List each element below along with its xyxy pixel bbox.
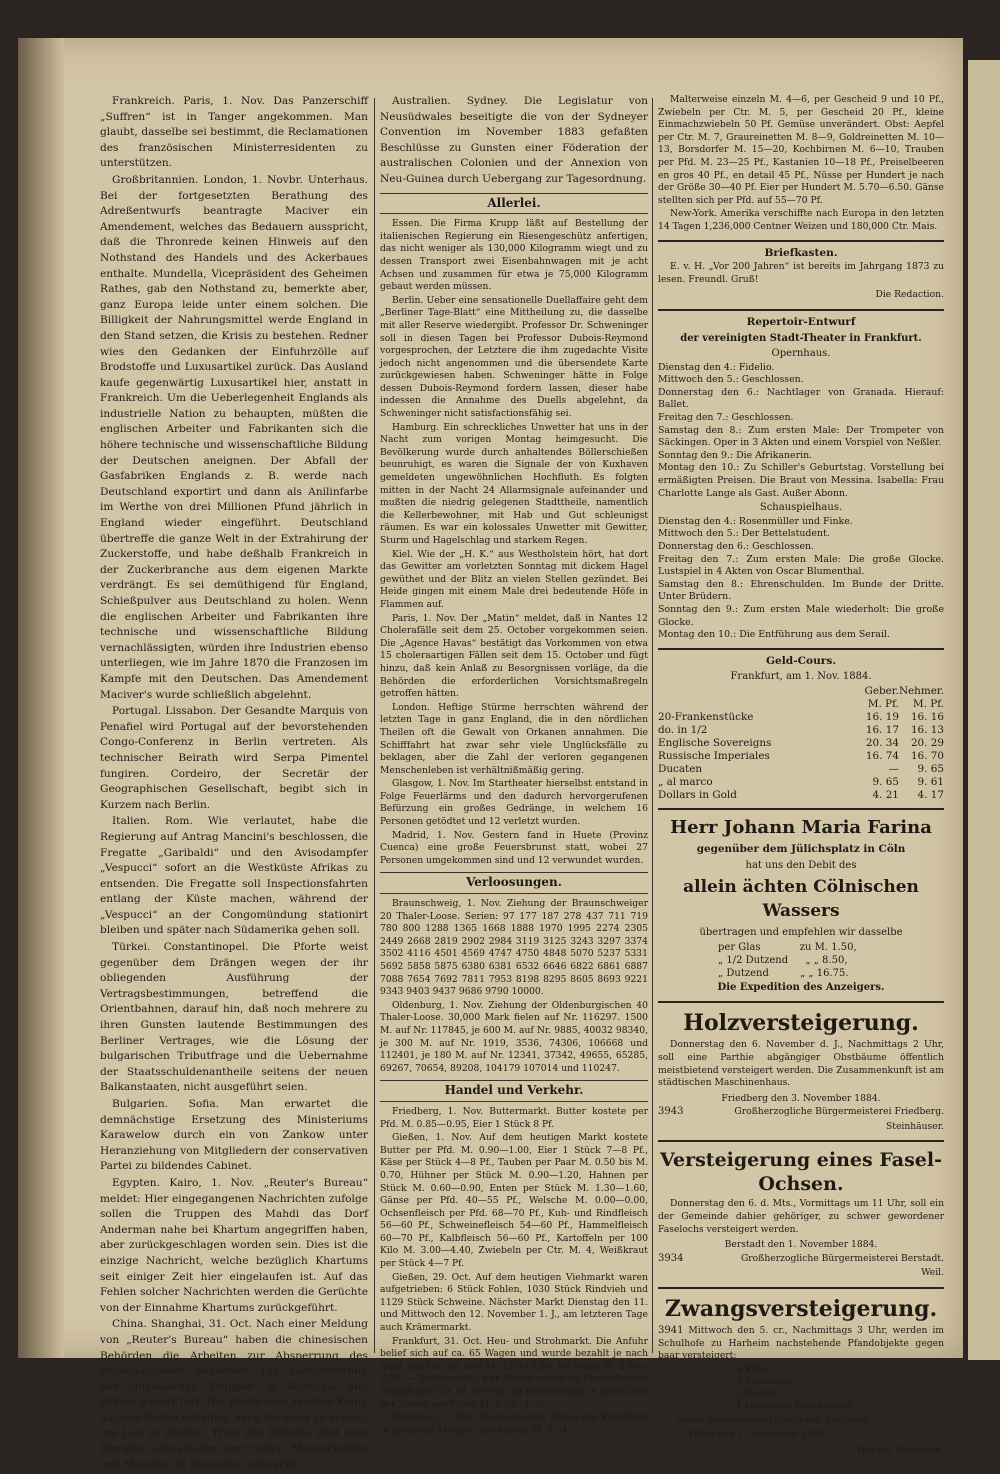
theatre-entry: Dienstag den 4.: Rosenmüller und Finke.: [658, 515, 853, 527]
farina-sign: Die Expedition des Anzeigers.: [717, 981, 885, 993]
article-frankreich: Frankreich. Paris, 1. Nov. Das Panzerschiff „Suffren“ ist in Tanger angekommen. Man glaubt, dasselbe sei bestimmt, die Reclamationen des französischen Ministerresidenten zu unterstützen.: [100, 95, 368, 170]
repertoire-title: Repertoir-Entwurf: [746, 315, 856, 328]
table-unit: M. Pf.: [912, 697, 944, 710]
farina-ad: [658, 808, 944, 995]
theatre-entry: Sonntag den 9.: Zum ersten Male wiederholt: Die große Glocke.: [658, 603, 944, 628]
opera-entry: Dienstag den 4.: Fidelio.: [658, 361, 775, 373]
rate-nehmer: 4. 17: [917, 788, 944, 801]
list-item: 1 kupferner Waschkessel,: [736, 1399, 856, 1411]
farina-text: übertragen und empfehlen wir dasselbe: [699, 927, 903, 939]
market-giessen-vieh: Gießen, 29. Oct. Auf dem heutigen Viehmarkt waren aufgetrieben: 6 Stück Fohlen, 1030 Stück Rindvieh und 1129 Stück Schweine. Nächster Markt Dienstag den 11. und Mittwoch den 12. November 1. J., am letzteren Tage auch Krämermarkt.: [380, 1271, 648, 1334]
section-title-allerlei: Allerlei.: [380, 193, 648, 215]
theatre-entry: Mittwoch den 5.: Der Bettelstudent.: [658, 528, 830, 540]
farina-product: allein ächten Cölnischen Wassers: [683, 877, 919, 922]
briefkasten-title: Briefkasten.: [764, 246, 838, 259]
item-paris: Paris, 1. Nov. Der „Matin“ meldet, daß in Nantes 12 Cholerafälle seit dem 25. October vorgekommen seien. Die „Agence Havas“ bestätigt das Vorkommen von etwa 15 choleraartigen Fällen seit dem 15. October und fügt hinzu, daß kein Anlaß zu Besorgnissen vorläge, da die Behörden die erforderlichen Vorsichtsmaßregeln getroffen hätten.: [380, 612, 648, 700]
item-london: London. Heftige Stürme herrschten während der letzten Tage in ganz England, die in den nördlichen Theilen oft die Gewalt von Orkanen annahmen. Die Schifffahrt hat zwar sehr viele Unglücksfälle zu beklagen, aber die Zahl der verloren gegangenen Menschenleben ist verhältnißmäßig gering.: [380, 701, 648, 776]
zwang-sign: Herget, Kreisbote.: [857, 1445, 944, 1456]
opera-entry: Mittwoch den 5.: Geschlossen.: [658, 374, 804, 386]
table-header: [658, 685, 857, 698]
briefkasten-text: E. v. H. „Vor 200 Jahren“ ist bereits im Jahrgang 1873 zu lesen. Freundl. Gruß!: [658, 261, 944, 285]
opera-entry: Freitag den 7.: Geschlossen.: [658, 412, 794, 424]
zwang-ad: [658, 1287, 944, 1459]
table-row: [658, 763, 944, 776]
article-egypten: Egypten. Kairo, 1. Nov. „Reuter's Bureau“ meldet: Hier eingegangenen Nachrichten zufolge sollen die Truppen des Mahdi das Dorf Anderman nahe bei Khartum angegriffen haben, aber zurückgeschlagen worden sein. Dies ist die einzige Nachricht, welche bezüglich Khartums seit einiger Zeit hier eingelaufen ist. Auf das Fehlen solcher Nachrichten werden die Gerüchte von der Einnahme Khartums zurückgeführt.: [100, 1176, 368, 1314]
market-giessen: Gießen, 1. Nov. Auf dem heutigen Markt kostete Butter per Pfd. M. 0.90—1.00, Eier 1 Stück 7—8 Pf., Käse per Stück 4—8 Pf., Tauben per Paar M. 0.50 bis M. 0.70, Hühner per Stück M. 0.90—1.20, Hahnen per Stück M. 0.60—0.90, Enten per Stück M. 1.30—1.60, Gänse per Pfd. 40—55 Pf., Welsche M. 0.00—0.00, Ochsenfleisch per Pfd. 68—70 Pf., Kuh- und Rindfleisch 56—60 Pf., Schweinefleisch 54—60 Pf., Hammelfleisch 60—70 Pf., Kalbfleisch 56—60 Pf., Kartoffeln per 100 Kilo M. 3.00—4.40, Zwiebeln per Ctr. M. 4, Weißkraut per Stück 4—7 Pf.: [380, 1132, 648, 1270]
fasel-title: Versteigerung eines Fasel-Ochsen.: [660, 1149, 942, 1196]
article-bulgarien: Bulgarien. Sofia. Man erwartet die demnächstige Ersetzung des Ministeriums Karawelow durch ein von Zankow unter Heranziehung von Mitgliedern der conservativen Partei zu bildendes Cabinet.: [100, 1098, 368, 1173]
schauspielhaus-heading: Schauspielhaus.: [759, 502, 843, 514]
article-china: China. Shanghai, 31. Oct. Nach einer Meldung von „Reuter's Bureau“ haben die chinesischen Behörden die Arbeiten zur Absperrung des Woosungflusses begonnen. Die Concentrirung der chinesischen Truppen in Shanghai und Peking dauert fort. Die Flotte vom Yangtse-Kiang hat den Befehl erhalten, nach Formosa zu segeln, um Lun zu decken. Trotz der Blokade sind zwei Dampfer eingelaufen und haben Mannschaften und Munition in Sicherheit gebracht.: [100, 1318, 368, 1471]
rate-geber: —: [888, 762, 899, 775]
farina-location: gegenüber dem Jülichsplatz in Cöln: [696, 842, 906, 855]
zwang-title: Zwangsversteigerung.: [664, 1296, 938, 1323]
coin-name: „ al marco: [658, 775, 713, 788]
geld-cours-box: [658, 648, 944, 802]
rate-geber: 20. 34: [865, 736, 899, 749]
farina-name: Herr Johann Maria Farina: [670, 816, 932, 838]
opera-entry: Sonntag den 9.: Die Afrikanerin.: [658, 449, 813, 461]
list-item: 4 Kühe,: [736, 1363, 772, 1375]
article-grossbritannien: Großbritannien. London, 1. Novbr. Unterhaus. Bei der fortgesetzten Berathung des Adreßentwurfs beantragte Maciver ein Amendement, welches das Bedauern ausspricht, daß die Thronrede keinen Hinweis auf den Nothstand des Handels und des Ackerbaues enthalte. Mundella, Vicepräsident des Geheimen Rathes, gab den Nothstand zu, bemerkte aber, ganz Europa leide unter einem solchen. Die Billigkeit der Nahrungsmittel werde England in den Stand setzen, die Krisis zu bestehen. Redner wies den Gedanken der Einfuhrzölle auf Brodstoffe und Luxusartikel zurück. Das Ausland kaufe gegenwärtig Luxusartikel hier, anstatt in Frankreich. Um die Ueberlegenheit Englands als industrielle Nation zu behaupten, müßten die englischen Arbeiter und Fabrikanten sich die höhere technische und wissenschaftliche Bildung der Deutschen aneignen. Der Abfall der Gasfabriken Englands z. B. werde nach Deutschland exportirt und dann als Anilinfarbe im Werthe von drei Millionen Pfund jährlich in England wieder eingeführt. Deutschland übertreffe die ganze Welt in der Extrahirung der Zuckerstoffe, und habe deßhalb Frankreich in der Zuckerbranche aus dem eigenen Markte verdrängt. Es sei demüthigend für England, Schießpulver aus Deutschland zu holen. Wenn die englischen Arbeiter und Fabrikanten ihre technische und wissenschaftliche Bildung vernachlässigten, würden ihre Industrien ebenso unterliegen, wie im Jahre 1870 die Franzosen im Kampfe mit den Deutschen. Das Amendement Maciver's wurde schließlich abgelehnt.: [100, 173, 368, 701]
zwang-text: Mittwoch den 5. cr., Nachmittags 3 Uhr, werden im Schulhofe zu Harheim nachstehende Pfandobjekte gegen baar versteigert:: [658, 1325, 945, 1362]
repertoire-box: [658, 309, 944, 642]
market-frankfurt-heu: Frankfurt, 31. Oct. Heu- und Strohmarkt. Die Anfuhr belief sich auf ca. 65 Wagen und wurde bezahlt je nach Qual. per Ctr. für Heu M. 2.50—3.20, für Stroh M. 2.30—2.50. — Buttermarkt. Für Butter wurde im Engroshandel bezahlt per Ctr. M. 85—88, im Kleinverkauf je nach Güte der Waare per Pfund M. 1.20—1.30.: [380, 1335, 648, 1410]
price-value: „ „ 8.50,: [805, 954, 848, 966]
price-row: [718, 967, 944, 980]
section-title-verloosungen: Verloosungen.: [380, 872, 648, 894]
adjacent-page-edge: [968, 60, 1000, 1360]
price-unit: „ Dutzend: [718, 967, 769, 979]
binding-edge: [18, 38, 64, 1358]
theatre-entry: Freitag den 7.: Zum ersten Male: Die große Glocke. Lustspiel in 4 Akten von Oscar Blumenthal.: [658, 553, 944, 578]
theatre-entry: Montag den 10.: Die Entführung aus dem Serail.: [658, 629, 890, 641]
farina-debit: hat uns den Debit des: [745, 859, 857, 871]
table-row: [658, 776, 944, 789]
fasel-date: Berstadt den 1. November 1884.: [724, 1239, 878, 1251]
table-row: [658, 724, 944, 737]
price-row: [718, 941, 944, 954]
item-glasgow: Glasgow, 1. Nov. Im Startheater hierselbst entstand in Folge Feuerlärms und den dadurch hervorgerufenen Befürzung ein großes Gedränge, in welchem 16 Personen getödtet und 12 verletzt wurden.: [380, 778, 648, 828]
coin-name: Englische Sovereigns: [658, 736, 772, 749]
rate-geber: 9. 65: [872, 775, 899, 788]
exchange-table: [658, 685, 944, 802]
holz-text: Donnerstag den 6. November d. J., Nachmittags 2 Uhr, soll eine Parthie abgängiger Obstbäume öffentlich meistbietend versteigert werden. Die Zusammenkunft ist am städtischen Maschinenhaus.: [658, 1039, 944, 1089]
rate-nehmer: 9. 61: [917, 775, 944, 788]
rate-geber: 16. 17: [865, 723, 899, 736]
holz-sign: Großherzogliche Bürgermeisterei Friedberg.: [734, 1106, 944, 1118]
price-value: „ „ 16.75.: [800, 967, 849, 979]
article-italien: Italien. Rom. Wie verlautet, habe die Regierung auf Antrag Mancini's beschlossen, die Fregatte „Garibaldi“ und den Avisodampfer „Vespucci“ sofort an die Westküste Afrikas zu entsenden. Die Fregatte soll Inspectionsfahrten entlang der Küste machen, während der „Vespucci“ an der Congomündung stationirt bleiben und später nach Südamerika gehen soll.: [100, 815, 368, 937]
price-value: zu M. 1.50,: [799, 941, 857, 953]
market-newyork: New-York. Amerika verschiffte nach Europa in den letzten 14 Tagen 1,236,000 Centner Weizen und 180,000 Ctr. Mais.: [658, 208, 944, 232]
table-header: Geber.: [864, 684, 899, 697]
opera-entry: Montag den 10.: Zu Schiller's Geburtstag. Vorstellung bei ermäßigten Preisen. Die Braut von Messina. Isabella: Frau Charlotte Lange als Gast. Außer Abonn.: [658, 462, 944, 499]
table-row: [658, 711, 944, 724]
holz-date: Friedberg den 3. November 1884.: [721, 1092, 881, 1104]
coin-name: Russische Imperiales: [658, 749, 770, 762]
coin-name: 20-Frankenstücke: [658, 710, 754, 723]
item-hamburg: Hamburg. Ein schreckliches Unwetter hat uns in der Nacht zum vorigen Montag heimgesucht. Die Bevölkerung wurde durch anhaltendes Böllerschießen beunruhigt, es waren die Signale der von Kuxhaven gemeldeten ungewöhnlichen Hochfluth. Es folgten mitten in der Nacht 24 Allarmsignale aufeinander und mußten die niedrig gelegenen Stadttheile, namentlich die Kellerbewohner, mit Hab und Gut schleunigst räumen. Es war ein kolossales Unwetter mit Gewitter, Sturm und Hagelschlag und starkem Regen.: [380, 421, 648, 546]
article-australien: Australien. Sydney. Die Legislatur von Neusüdwales beseitigte die von der Sydneyer Convention im November 1883 gefaßten Beschlüsse zu Gunsten einer Föderation der australischen Colonien und der Annexion von Neu-Guinea durch Uebergang zur Tagesordnung.: [380, 95, 648, 185]
ad-number: 3941: [658, 1325, 684, 1337]
rate-geber: 16. 19: [865, 710, 899, 723]
ad-number: 3934: [658, 1252, 684, 1264]
fasel-text: Donnerstag den 6. d. Mts., Vormittags um 11 Uhr, soll ein der Gemeinde dahier gehöriger, zu schwer gewordener Faselochs versteigert werden.: [658, 1198, 944, 1235]
table-header: Nehmer.: [898, 684, 944, 697]
table-row: [658, 750, 944, 763]
opera-entry: Samstag den 8.: Zum ersten Male: Der Trompeter von Säckingen. Oper in 3 Akten und einem Vorspiel von Neßler.: [658, 424, 944, 449]
rate-nehmer: 16. 70: [910, 749, 944, 762]
theatre-entry: Samstag den 8.: Ehrenschulden. Im Bunde der Dritte. Unter Brüdern.: [658, 578, 944, 603]
theatre-entry: Donnerstag den 6.: Geschlossen.: [658, 541, 815, 552]
geld-cours-title: Geld-Cours.: [765, 654, 837, 667]
holz-signer: Steinhäuser.: [885, 1120, 944, 1132]
ad-number: 3943: [658, 1106, 684, 1118]
price-unit: „ 1/2 Dutzend: [718, 954, 789, 966]
price-unit: per Glas: [718, 941, 761, 953]
briefkasten-box: [658, 240, 944, 303]
column-news: [380, 94, 648, 1438]
table-unit-row: [658, 698, 944, 711]
column-politics: [100, 94, 368, 1474]
coin-name: Dollars in Gold: [658, 788, 737, 801]
rate-geber: 4. 21: [872, 788, 899, 801]
article-portugal: Portugal. Lissabon. Der Gesandte Marquis von Penafiel wird Portugal auf der bevorstehenden Congo-Conferenz in Berlin vertreten. Als technischer Beirath wird Serpa Pimentel fungiren. Cordeiro, der Secretär der Geographischen Gesellschaft, begibt sich in Kurzem nach Berlin.: [100, 705, 368, 811]
table-row: [658, 789, 944, 802]
column-rule: [652, 98, 653, 1353]
item-kiel: Kiel. Wie der „H. K.“ aus Westholstein hört, hat dort das Gewitter am vorletzten Sonntag mit dickem Hagel gewüthet und der Blitz an vielen Stellen gezündet. Bei Heide gingen mit einem Male drei bedeutende Höfe in Flammen auf.: [380, 548, 648, 610]
column-rule: [374, 98, 375, 1353]
rate-nehmer: 9. 65: [917, 762, 944, 775]
fasel-signer: Weil.: [921, 1267, 944, 1279]
price-row: [718, 954, 944, 967]
repertoire-subtitle: der vereinigten Stadt-Theater in Frankfurt.: [680, 332, 922, 344]
coin-name: Ducaten: [658, 762, 703, 775]
opera-entry: Donnerstag den 6.: Nachtlager von Granada. Hierauf: Ballet.: [658, 386, 944, 411]
coin-name: do. in 1/2: [658, 723, 708, 736]
table-unit: [658, 698, 857, 711]
item-berlin: Berlin. Ueber eine sensationelle Duellaffaire geht dem „Berliner Tage-Blatt“ eine Mittheilung zu, die dasselbe mit aller Reserve wiedergibt. Professor Dr. Schweninger soll in diesen Tagen bei Professor Dubois-Reymond vorgesprochen, der Letztere die ihm zugedachte Visite jedoch nicht angenommen und die übersendete Karte zurückgewiesen haben. Schweninger hätte in Folge dessen Dubois-Reymond fordern lassen, dieser habe indessen die Annahme des Duells abgelehnt, da Schweninger nicht satisfactionsfähig sei.: [380, 294, 648, 420]
zwang-tail: sowie Hausmobilien durch alle Rubriken.: [678, 1413, 871, 1425]
geld-cours-date: Frankfurt, am 1. Nov. 1884.: [730, 671, 872, 683]
rate-nehmer: 20. 29: [910, 736, 944, 749]
list-item: 2 Ziegen,: [736, 1387, 780, 1399]
holz-title: Holzversteigerung.: [683, 1010, 919, 1037]
table-row: [658, 737, 944, 750]
article-tuerkei: Türkei. Constantinopel. Die Pforte weist gegenüber dem Drängen wegen der ihr obliegenden Ausführung der Vertragsbestimmungen, betreffend die Orientbahnen, darauf hin, daß noch mehrere zu ihren Gunsten lautende Bestimmungen des Berliner Vertrages, wie die Lösung der bulgarischen Tributfrage und die Uebernahme der Staatsschuldenantheile seitens der neuen Balkanstaaten, nicht ausgeführt seien.: [100, 941, 368, 1094]
item-essen: Essen. Die Firma Krupp läßt auf Bestellung der italienischen Regierung ein Riesengeschütz anfertigen, das nicht weniger als 130,000 Kilogramm wiegt und zu dessen Transport zwei Eisenbahnwagen mit je acht Achsen und zusammen für etwa je 75,000 Kilogramm gebaut werden müssen.: [380, 218, 648, 293]
rate-nehmer: 16. 13: [910, 723, 944, 736]
newspaper-page: [18, 38, 963, 1471]
table-header-row: [658, 685, 944, 698]
zwang-date: Vilbel den 1. November 1884.: [688, 1429, 828, 1441]
lottery-oldenburg: Oldenburg, 1. Nov. Ziehung der Oldenburgischen 40 Thaler-Loose. 30,000 Mark fielen auf Nr. 116297. 1500 M. auf Nr. 117845, je 600 M. auf Nr. 9885, 40032 98340, je 300 M. auf Nr. 1919, 3536, 74306, 106668 und 112401, je 180 M. auf Nr. 12341, 37342, 49655, 65285, 69267, 70654, 89208, 104179 107014 und 110247.: [380, 999, 648, 1074]
lottery-braunschweig: Braunschweig, 1. Nov. Ziehung der Braunschweiger 20 Thaler-Loose. Serien: 97 177 187 278 437 711 719 780 800 1288 1365 1668 1888 1970 1995 2274 2305 2449 2668 2819 2902 2984 3119 3125 3243 3297 3374 3502 4116 4501 4569 4747 4750 4848 5070 5237 5331 5692 5858 5875 6380 6381 6532 6646 6822 6861 6887 7088 7654 7692 7811 7953 8198 8295 8605 8693 9221 9343 9403 9437 9686 9790 10000.: [380, 898, 648, 998]
market-friedberg: Friedberg, 1. Nov. Buttermarkt. Butter kostete per Pfd. M. 0.85—0.95, Eier 1 Stück 8 Pf.: [380, 1105, 648, 1130]
column-notices: [658, 94, 944, 1459]
fasel-sign: Großherzogliche Bürgermeisterei Berstadt.: [740, 1252, 944, 1264]
fasel-ad: [658, 1140, 944, 1281]
table-unit: M. Pf.: [867, 697, 899, 710]
opernhaus-heading: Opernhaus.: [771, 348, 831, 360]
rate-nehmer: 16. 16: [910, 710, 944, 723]
market-frankfurt-woche: Frankfurt, 1. Nov. Wochenmarkt. Preise der Kartoffeln in größeren Mengen per Malter M. 3—4,: [380, 1412, 648, 1436]
market-continuation: Malterweise einzeln M. 4—6, per Gescheid 9 und 10 Pf., Zwiebeln per Ctr. M. 5, per Gescheid 20 Pf., kleine Einmachzwiebeln 50 Pf. Gemüse unverändert. Obst: Aepfel per Ctr. M. 7, Graureinetten M. 8—9, Goldreinetten M. 10—13, Borsdorfer M. 15—20, Kochbirnen M. 6—10, Trauben per Pfd. M. 23—25 Pf., Kastanien 10—18 Pf., Preiselbeeren en gros 40 Pf., en detail 45 Pf., Nüsse per Hundert je nach der Größe 30—40 Pf. Eier per Hundert M. 5.70—6.50. Gänse stellten sich per Pfd. auf 55—70 Pf.: [658, 94, 944, 206]
item-madrid: Madrid, 1. Nov. Gestern fand in Huete (Provinz Cuenca) eine große Feuersbrunst statt, wobei 27 Personen umgekommen sind und 12 verwundet wurden.: [380, 829, 648, 866]
briefkasten-sign: Die Redaction.: [875, 289, 944, 301]
rate-geber: 16. 74: [865, 749, 899, 762]
section-title-handel: Handel und Verkehr.: [380, 1080, 648, 1102]
list-item: 3 Schweine,: [736, 1375, 793, 1387]
holz-ad: [658, 1001, 944, 1134]
